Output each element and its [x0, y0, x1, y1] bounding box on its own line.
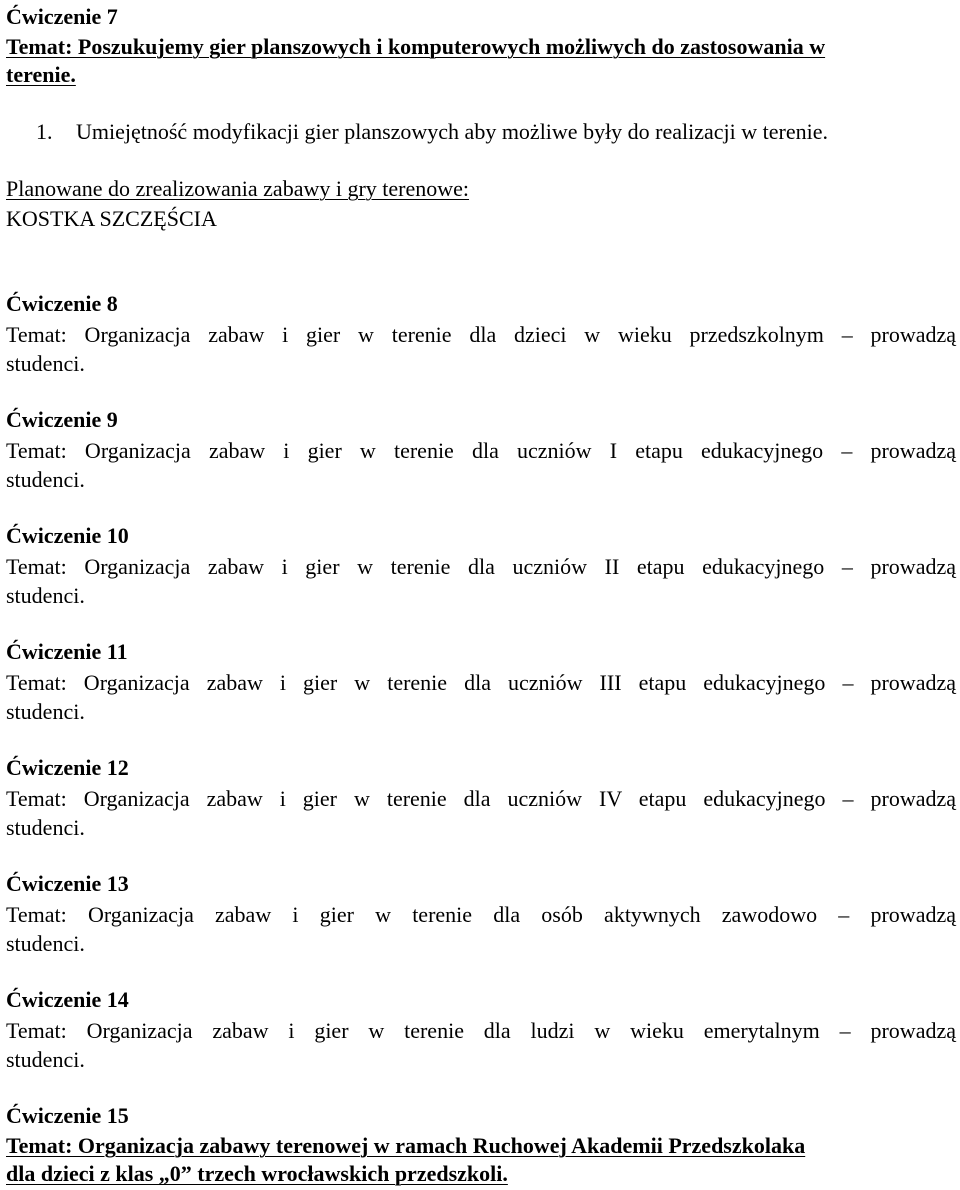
exercise-14-heading: Ćwiczenie 14: [6, 987, 129, 1012]
exercise-8-heading: Ćwiczenie 8: [6, 291, 118, 316]
exercise-14-topic-line1: Temat: Organizacja zabaw i gier w terenie dla ludzi w wieku emerytalnym – prowadzą: [6, 1018, 956, 1043]
exercise-9-heading: Ćwiczenie 9: [6, 407, 118, 432]
exercise-12-topic-line2: studenci.: [6, 815, 85, 840]
exercise-15-topic-text2: dla dzieci z klas „0” trzech wrocławskich przedszkoli.: [6, 1161, 508, 1186]
exercise-12-heading: Ćwiczenie 12: [6, 755, 129, 780]
exercise-11-topic-line1: Temat: Organizacja zabaw i gier w terenie dla uczniów III etapu edukacyjnego – prowadzą: [6, 670, 956, 695]
exercise-15-topic-line1: [6, 1131, 956, 1161]
exercise-15-topic-line2: [6, 1159, 956, 1189]
exercise-7-list-item: [36, 117, 828, 147]
exercise-7-heading: Ćwiczenie 7: [6, 4, 118, 29]
exercise-12-topic-line1: Temat: Organizacja zabaw i gier w terenie dla uczniów IV etapu edukacyjnego – prowadzą: [6, 786, 956, 811]
exercise-10-topic-line2: studenci.: [6, 583, 85, 608]
exercise-13-topic-line1: Temat: Organizacja zabaw i gier w terenie dla osób aktywnych zawodowo – prowadzą: [6, 902, 956, 927]
exercise-9-topic-line1: Temat: Organizacja zabaw i gier w terenie dla uczniów I etapu edukacyjnego – prowadzą: [6, 438, 956, 463]
exercise-15-heading: Ćwiczenie 15: [6, 1103, 129, 1128]
exercise-7-topic-line2: [6, 60, 956, 90]
exercise-13-topic-line2: studenci.: [6, 931, 85, 956]
list-item-text: Umiejętność modyfikacji gier planszowych aby możliwe były do realizacji w terenie.: [76, 119, 829, 144]
planned-game-name: KOSTKA SZCZĘŚCIA: [6, 206, 217, 231]
exercise-7-topic-line1: [6, 32, 956, 62]
exercise-15-topic-text1: Temat: Organizacja zabawy terenowej w ramach Ruchowej Akademii Przedszkolaka: [6, 1133, 806, 1158]
list-item-number: 1.: [36, 119, 53, 144]
exercise-10-topic-line1: Temat: Organizacja zabaw i gier w terenie dla uczniów II etapu edukacyjnego – prowadzą: [6, 554, 956, 579]
exercise-11-heading: Ćwiczenie 11: [6, 639, 128, 664]
exercise-9-topic-line2: studenci.: [6, 467, 85, 492]
exercise-8-topic-line1: Temat: Organizacja zabaw i gier w terenie dla dzieci w wieku przedszkolnym – prowadzą: [6, 322, 956, 347]
exercise-7-topic-text1: Temat: Poszukujemy gier planszowych i komputerowych możliwych do zastosowania w: [6, 34, 826, 59]
exercise-8-topic-line2: studenci.: [6, 351, 85, 376]
exercise-11-topic-line2: studenci.: [6, 699, 85, 724]
exercise-7-topic-text2: terenie.: [6, 62, 76, 87]
exercise-14-topic-line2: studenci.: [6, 1047, 85, 1072]
exercise-10-heading: Ćwiczenie 10: [6, 523, 129, 548]
planned-games-label-line: [6, 174, 956, 204]
exercise-13-heading: Ćwiczenie 13: [6, 871, 129, 896]
planned-games-label: Planowane do zrealizowania zabawy i gry terenowe:: [6, 176, 470, 201]
